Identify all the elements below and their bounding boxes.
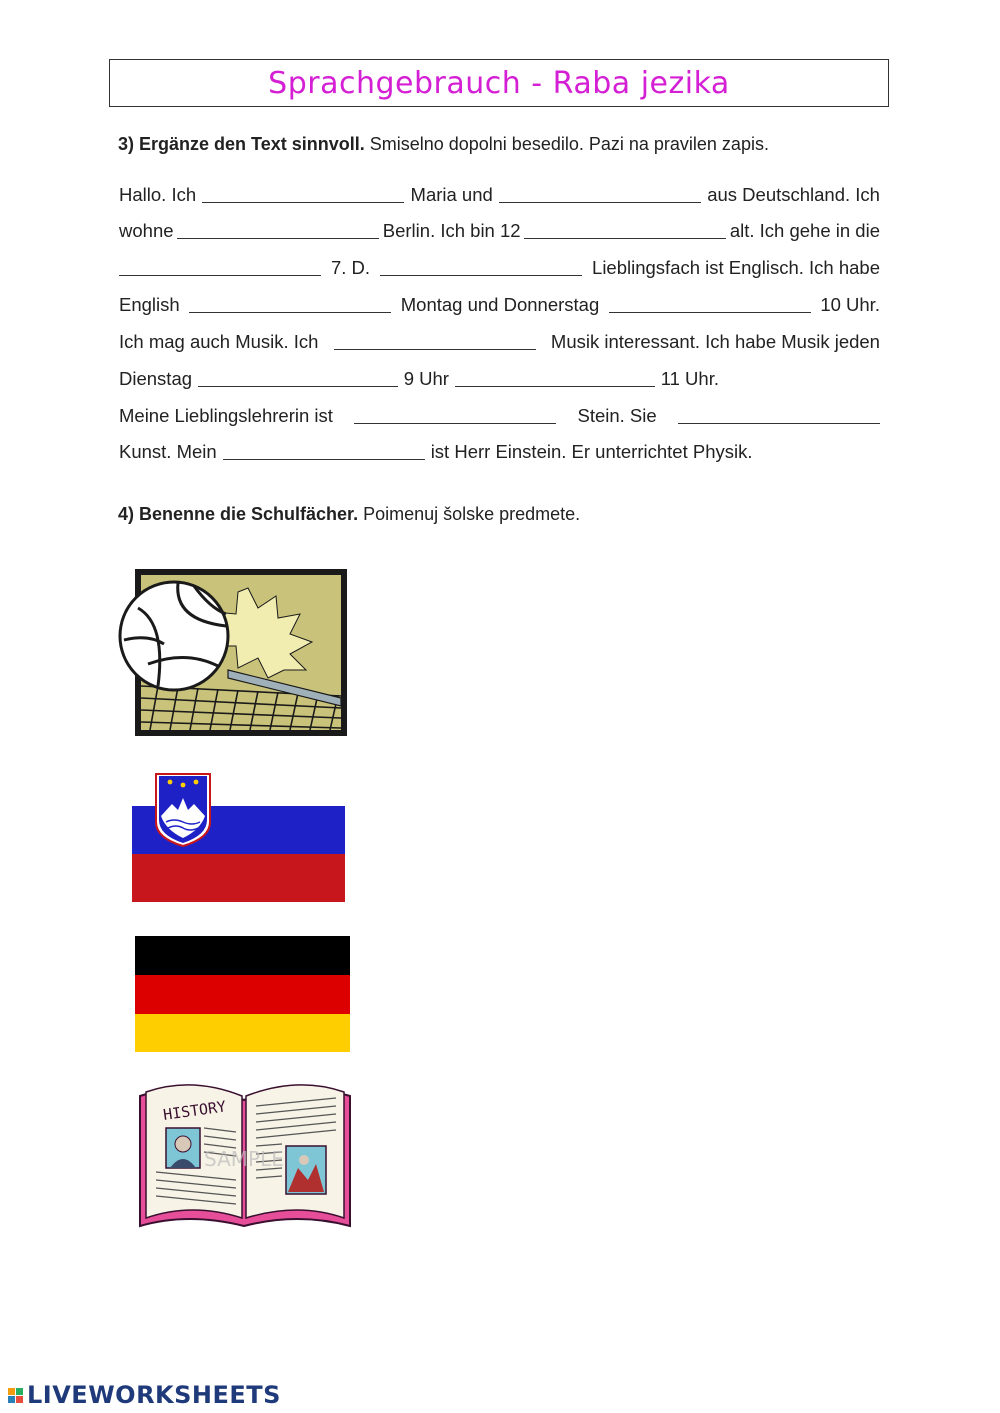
blank-field[interactable] [202,188,404,203]
blank-field[interactable] [223,445,425,460]
text-fragment: aus Deutschland. Ich [707,184,880,205]
text-fragment: 9 Uhr [403,368,449,389]
flag-stripe-black [135,936,350,975]
volleyball-image [118,568,350,738]
text-line-7 [119,401,880,431]
text-fragment: wohne [119,220,174,241]
text-fragment: Berlin. Ich bin 12 [382,220,521,241]
text-line-2 [119,216,880,246]
text-fragment: Musik interessant. Ich habe Musik jeden [550,331,880,352]
blank-field[interactable] [678,409,880,424]
german-flag-image [135,936,351,1053]
text-line-3 [119,253,880,283]
blank-field[interactable] [334,335,536,350]
task-3-instruction: Smiselno dopolni besedilo. Pazi na pravilen zapis. [364,134,769,154]
text-fragment: English [119,294,180,315]
blank-field[interactable] [177,224,379,239]
task-4-instruction: Poimenuj šolske predmete. [358,504,581,524]
text-fragment: ist Herr Einstein. Er unterrichtet Physik. [430,441,753,462]
text-fragment: Kunst. Mein [119,441,217,462]
blank-field[interactable] [354,409,556,424]
text-fragment: Stein. Sie [577,405,657,426]
text-line-5 [119,327,880,357]
history-book-image [138,1076,353,1234]
text-fragment: Meine Lieblingslehrerin ist [119,405,333,426]
liveworksheets-logo-icon [8,1388,23,1403]
task-3-bold: 3) Ergänze den Text sinnvoll. [118,134,365,154]
slovenian-flag-image [130,772,346,904]
title-box [109,59,889,107]
footer [8,1381,281,1409]
text-line-4 [119,290,880,320]
blank-field[interactable] [189,298,391,313]
flag-stripe-red [132,854,345,902]
blank-field[interactable] [119,261,321,276]
text-line-8 [119,437,779,467]
blank-field[interactable] [198,372,398,387]
page-title: Sprachgebrauch - Raba jezika [268,65,730,101]
text-line-1 [119,180,880,210]
text-fragment: Dienstag [119,368,193,389]
blank-field[interactable] [380,261,582,276]
task-4-heading [118,504,580,525]
task-3-heading [118,134,769,155]
text-fragment: Ich mag auch Musik. Ich [119,331,319,352]
text-fragment: Hallo. Ich [119,184,197,205]
text-fragment: Lieblingsfach ist Englisch. Ich habe [592,257,880,278]
text-fragment: Maria und [410,184,493,205]
blank-field[interactable] [499,188,701,203]
text-fragment: 7. D. [330,257,371,278]
flag-stripe-red [135,975,350,1014]
text-fragment: Montag und Donnerstag [400,294,600,315]
text-fragment: 11 Uhr. [660,368,719,389]
footer-brand: LIVEWORKSHEETS [27,1381,281,1409]
blank-field[interactable] [455,372,655,387]
flag-stripe-gold [135,1014,350,1052]
blank-field[interactable] [609,298,811,313]
text-fragment: 10 Uhr. [820,294,880,315]
blank-field[interactable] [524,224,726,239]
watermark: SAMPLE [204,1147,284,1171]
task-4-bold: 4) Benenne die Schulfächer. [118,504,359,524]
text-fragment: alt. Ich gehe in die [729,220,880,241]
text-line-6 [119,364,719,394]
book-label: HISTORY [162,1097,228,1124]
